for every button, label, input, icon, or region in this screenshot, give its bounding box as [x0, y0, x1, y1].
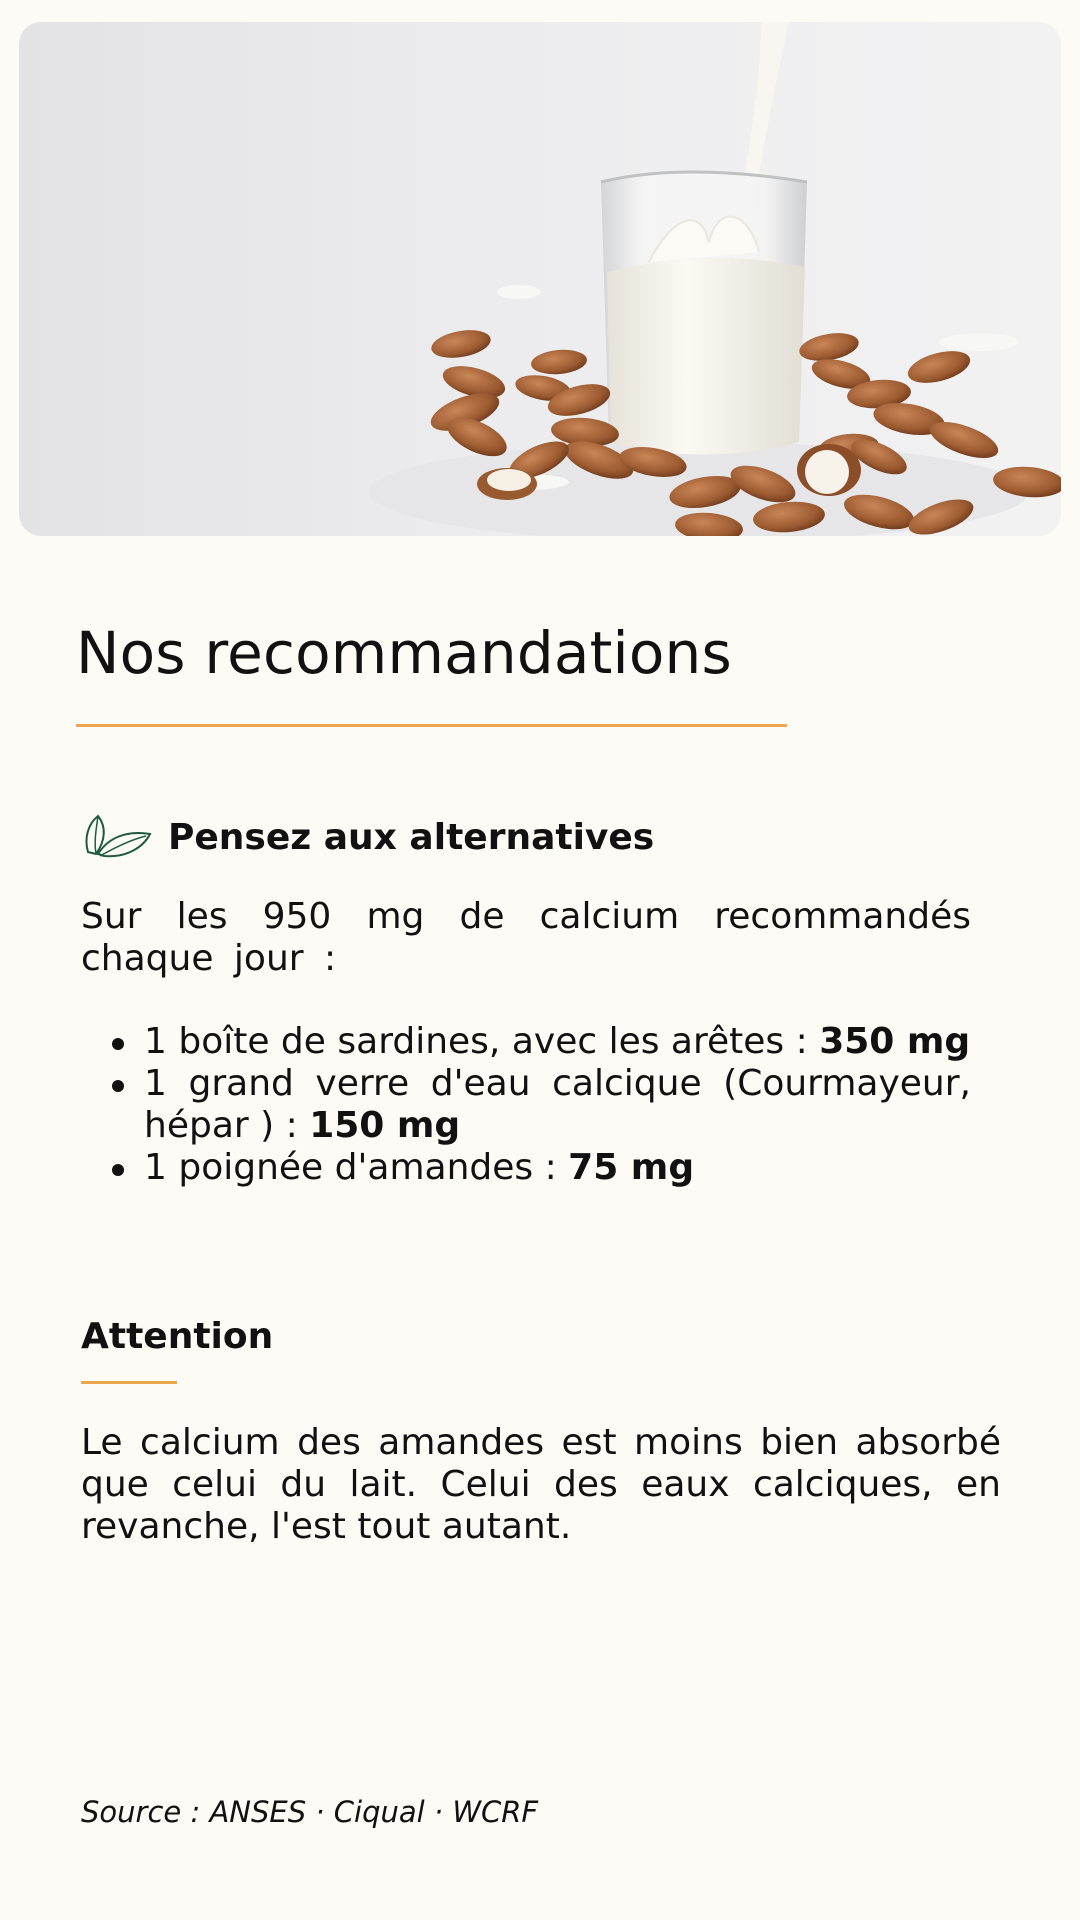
- attention-title: Attention: [81, 1316, 274, 1357]
- source-footnote: Source : ANSES · Ciqual · WCRF: [81, 1795, 539, 1829]
- item-text: 1 grand verre d'eau calcique (Courmayeur, hépar ) :: [144, 1063, 971, 1146]
- item-text: 1 boîte de sardines, avec les arêtes :: [144, 1021, 820, 1062]
- item-amount: 350 mg: [819, 1021, 971, 1062]
- title-underline: [76, 724, 787, 727]
- list-item: [81, 1063, 971, 1147]
- page-title: Nos recommandations: [76, 619, 732, 687]
- leaf-icon: [82, 812, 152, 862]
- item-text: 1 poignée d'amandes :: [144, 1147, 569, 1188]
- calcium-sources-list: [81, 1021, 971, 1189]
- list-item: [81, 1021, 971, 1063]
- alternatives-intro: Sur les 950 mg de calcium recommandés chaque jour :: [81, 896, 971, 979]
- alternatives-heading: [82, 812, 654, 862]
- attention-text: Le calcium des amandes est moins bien absorbé que celui du lait. Celui des eaux calciques, en revanche, l'est tout autant.: [81, 1422, 1001, 1547]
- item-amount: 150 mg: [309, 1105, 461, 1146]
- list-item: [81, 1147, 971, 1189]
- hero-image: [19, 22, 1061, 536]
- item-amount: 75 mg: [568, 1147, 695, 1188]
- milk-almonds-illustration: [19, 22, 1061, 536]
- attention-underline: [81, 1381, 177, 1384]
- alternatives-title: Pensez aux alternatives: [168, 816, 655, 858]
